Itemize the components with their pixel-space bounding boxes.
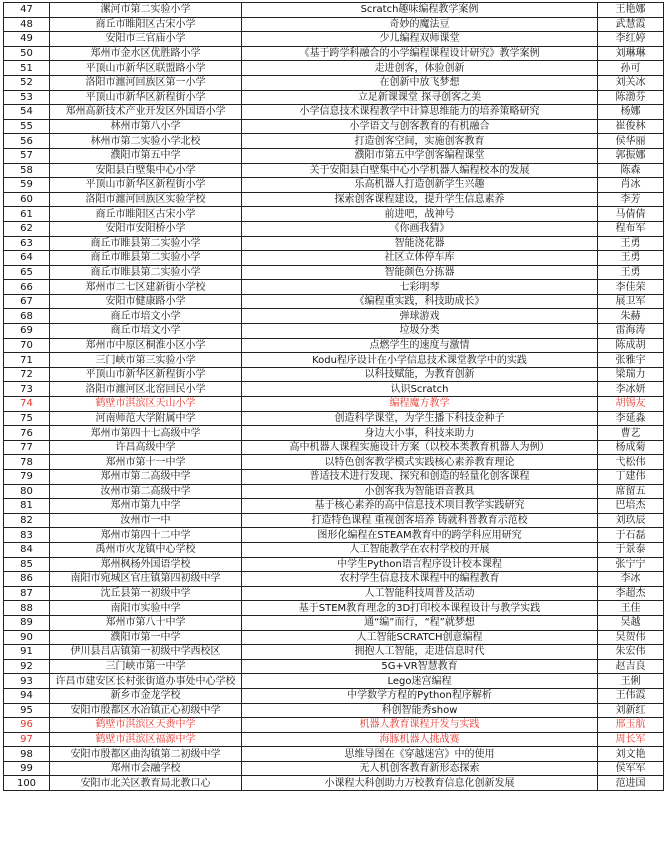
school-name: 安阳市三官庙小学 (50, 32, 242, 47)
school-name: 商丘市睢县第二实验小学 (50, 251, 242, 266)
case-title: 探索创客课程建设，提升学生信息素养 (242, 192, 598, 207)
table-row (4, 61, 664, 76)
case-title: 小学语文与创客教育的有机融合 (242, 119, 598, 134)
school-name: 三门峡市第三实验小学 (50, 353, 242, 368)
case-title: 无人机创客教育新形态探索 (242, 761, 598, 776)
case-title: 《编程重实践，科技助成长》 (242, 294, 598, 309)
row-number: 95 (4, 703, 50, 718)
table-row (4, 761, 664, 776)
table-row (4, 353, 664, 368)
table-row (4, 630, 664, 645)
row-number: 76 (4, 426, 50, 441)
school-name: 洛阳市瀍河区北窑回民小学 (50, 382, 242, 397)
case-title: 以科技赋能，为教育创新 (242, 367, 598, 382)
table-row (4, 134, 664, 149)
page-edge (0, 845, 668, 850)
case-title: 濮阳市第五中学创客编程课堂 (242, 148, 598, 163)
school-name: 平顶山市新华区新程街小学 (50, 90, 242, 105)
school-name: 三门峡市第一中学 (50, 659, 242, 674)
school-name: 郑州市第四十七高级中学 (50, 426, 242, 441)
row-number: 50 (4, 46, 50, 61)
school-name: 安阳县白壁集中心小学 (50, 163, 242, 178)
row-number: 54 (4, 105, 50, 120)
case-title: 基于核心素养的高中信息技术项目教学实践研究 (242, 499, 598, 514)
school-name: 商丘市培文小学 (50, 324, 242, 339)
author-name: 陈成胡 (598, 338, 664, 353)
case-title: Lego迷宫编程 (242, 674, 598, 689)
row-number: 71 (4, 353, 50, 368)
table-row (4, 703, 664, 718)
case-title: 在创新中放飞梦想 (242, 75, 598, 90)
table-row (4, 499, 664, 514)
table-row (4, 688, 664, 703)
school-name: 许昌市建安区长村张街道办事处中心学校 (50, 674, 242, 689)
case-title: 拥抱人工智能，走进信息时代 (242, 645, 598, 660)
author-name: 于石磊 (598, 528, 664, 543)
case-title: 通“编”而行，“程”就梦想 (242, 615, 598, 630)
table-row (4, 426, 664, 441)
row-number: 84 (4, 542, 50, 557)
school-name: 濮阳市第一中学 (50, 630, 242, 645)
author-name: 王勇 (598, 251, 664, 266)
row-number: 86 (4, 572, 50, 587)
table-body (4, 3, 664, 791)
row-number: 69 (4, 324, 50, 339)
author-name: 刘文艳 (598, 747, 664, 762)
case-title: 科创智能秀show (242, 703, 598, 718)
author-name: 李延淼 (598, 411, 664, 426)
author-name: 李芳 (598, 192, 664, 207)
school-name: 商丘市睢阳区古宋小学 (50, 17, 242, 32)
row-number: 88 (4, 601, 50, 616)
school-name: 林州市第二实验小学北校 (50, 134, 242, 149)
case-title: 走进创客，体验创新 (242, 61, 598, 76)
case-title: Kodu程序设计在小学信息技术课堂教学中的实践 (242, 353, 598, 368)
row-number: 94 (4, 688, 50, 703)
school-name: 郑州市第十一中学 (50, 455, 242, 470)
row-number: 57 (4, 148, 50, 163)
author-name: 王佳 (598, 601, 664, 616)
author-name: 李红婷 (598, 32, 664, 47)
table-row (4, 17, 664, 32)
table-row (4, 32, 664, 47)
case-title: 小课程大科创助力万校教育信息化创新发展 (242, 776, 598, 791)
row-number: 96 (4, 718, 50, 733)
author-name: 巴培杰 (598, 499, 664, 514)
row-number: 72 (4, 367, 50, 382)
row-number: 68 (4, 309, 50, 324)
school-name: 商丘市睢县第二实验小学 (50, 265, 242, 280)
author-name: 邢玉航 (598, 718, 664, 733)
row-number: 55 (4, 119, 50, 134)
row-number: 64 (4, 251, 50, 266)
row-number: 99 (4, 761, 50, 776)
table-row (4, 542, 664, 557)
case-title: Scratch趣味编程教学案例 (242, 3, 598, 18)
row-number: 65 (4, 265, 50, 280)
author-name: 杨娜 (598, 105, 664, 120)
table-row (4, 470, 664, 485)
case-title: 身边大小事，科技来助力 (242, 426, 598, 441)
row-number: 80 (4, 484, 50, 499)
case-title: 《基于跨学科融合的小学编程课程设计研究》教学案例 (242, 46, 598, 61)
table-row (4, 484, 664, 499)
case-title: 海豚机器人挑战赛 (242, 732, 598, 747)
school-name: 林州市第八小学 (50, 119, 242, 134)
school-name: 许昌高级中学 (50, 440, 242, 455)
author-name: 侯军军 (598, 761, 664, 776)
table-row (4, 75, 664, 90)
row-number: 49 (4, 32, 50, 47)
row-number: 78 (4, 455, 50, 470)
author-name: 丁建伟 (598, 470, 664, 485)
table-row (4, 294, 664, 309)
school-name: 安阳市安阳桥小学 (50, 221, 242, 236)
author-name: 侯华丽 (598, 134, 664, 149)
table-row (4, 251, 664, 266)
row-number: 82 (4, 513, 50, 528)
school-name: 平顶山市新华区联盟路小学 (50, 61, 242, 76)
row-number: 87 (4, 586, 50, 601)
row-number: 89 (4, 615, 50, 630)
row-number: 63 (4, 236, 50, 251)
row-number: 79 (4, 470, 50, 485)
row-number: 97 (4, 732, 50, 747)
school-name: 禹州市火龙镇中心学校 (50, 542, 242, 557)
row-number: 75 (4, 411, 50, 426)
case-title: 机器人教育课程开发与实践 (242, 718, 598, 733)
school-name: 商丘市培文小学 (50, 309, 242, 324)
table-row (4, 3, 664, 18)
school-name: 平顶山市新华区新程街小学 (50, 367, 242, 382)
school-name: 郑州市金水区优胜路小学 (50, 46, 242, 61)
row-number: 73 (4, 382, 50, 397)
case-title: 思维导图在《穿越迷宫》中的使用 (242, 747, 598, 762)
author-name: 陈渤芬 (598, 90, 664, 105)
case-title: 人工智能SCRATCH创意编程 (242, 630, 598, 645)
author-name: 王勇 (598, 236, 664, 251)
row-number: 52 (4, 75, 50, 90)
author-name: 李冰 (598, 572, 664, 587)
row-number: 92 (4, 659, 50, 674)
table-row (4, 659, 664, 674)
case-title: 5G+VR智慧教育 (242, 659, 598, 674)
row-number: 51 (4, 61, 50, 76)
author-name: 赵吉良 (598, 659, 664, 674)
author-name: 王勇 (598, 265, 664, 280)
table-row (4, 645, 664, 660)
school-name: 汝州市一中 (50, 513, 242, 528)
case-title: 智能颜色分拣器 (242, 265, 598, 280)
case-title: 立足新课课堂 探寻创客之美 (242, 90, 598, 105)
row-number: 98 (4, 747, 50, 762)
table-row (4, 367, 664, 382)
case-title: 基于STEM教育理念的3D打印校本课程设计与教学实践 (242, 601, 598, 616)
table-row (4, 119, 664, 134)
author-name: 梁瑞力 (598, 367, 664, 382)
school-name: 商丘市睢阳区古宋小学 (50, 207, 242, 222)
table-row (4, 148, 664, 163)
row-number: 66 (4, 280, 50, 295)
school-name: 新乡市金龙学校 (50, 688, 242, 703)
table-row (4, 178, 664, 193)
case-title: 点燃学生的速度与激情 (242, 338, 598, 353)
case-title: 小学信息技术课程教学中计算思维能力的培养策略研究 (242, 105, 598, 120)
school-name: 郑州市二七区建新街小学校 (50, 280, 242, 295)
table-row (4, 732, 664, 747)
table-row (4, 513, 664, 528)
case-title: 农村学生信息技术课程中的编程教育 (242, 572, 598, 587)
author-name: 崔俊林 (598, 119, 664, 134)
case-title: 《你画我猜》 (242, 221, 598, 236)
school-name: 安阳市健康路小学 (50, 294, 242, 309)
table-row (4, 90, 664, 105)
school-name: 安阳市殷都区水冶镇正心初级中学 (50, 703, 242, 718)
case-title: 前进吧，战神号 (242, 207, 598, 222)
table-row (4, 207, 664, 222)
case-title: 人工智能科技周普及活动 (242, 586, 598, 601)
table-row (4, 309, 664, 324)
table-row (4, 718, 664, 733)
school-name: 郑州枫杨外国语学校 (50, 557, 242, 572)
case-title: 打造特色课程 重视创客培养 铸就科普教育示范校 (242, 513, 598, 528)
table-row (4, 46, 664, 61)
author-name: 陈森 (598, 163, 664, 178)
case-title: 高中机器人课程实施设计方案（以校本类教育机器人为例） (242, 440, 598, 455)
row-number: 74 (4, 397, 50, 412)
table-row (4, 601, 664, 616)
row-number: 67 (4, 294, 50, 309)
table-row (4, 221, 664, 236)
case-title: 打造创客空间，实施创客教育 (242, 134, 598, 149)
author-name: 张宁宁 (598, 557, 664, 572)
author-name: 李超杰 (598, 586, 664, 601)
school-name: 安阳市北关区教育局北教口心 (50, 776, 242, 791)
table-row (4, 586, 664, 601)
table-row (4, 440, 664, 455)
author-name: 肖冰 (598, 178, 664, 193)
case-title: 小创客我为智能语音教具 (242, 484, 598, 499)
author-name: 程布军 (598, 221, 664, 236)
school-name: 洛阳市瀍河回族区实验学校 (50, 192, 242, 207)
author-name: 胡锡友 (598, 397, 664, 412)
row-number: 93 (4, 674, 50, 689)
row-number: 90 (4, 630, 50, 645)
school-name: 南阳市宛城区官庄镇第四初级中学 (50, 572, 242, 587)
school-name: 商丘市睢县第二实验小学 (50, 236, 242, 251)
row-number: 59 (4, 178, 50, 193)
case-title: 中学生Python语言程序设计校本课程 (242, 557, 598, 572)
case-title: 中学数学方程的Python程序解析 (242, 688, 598, 703)
school-name: 鹤壁市淇滨区天赉中学 (50, 718, 242, 733)
row-number: 47 (4, 3, 50, 18)
row-number: 100 (4, 776, 50, 791)
author-name: 弋松伟 (598, 455, 664, 470)
case-title: 社区立体停车库 (242, 251, 598, 266)
table-row (4, 324, 664, 339)
author-name: 展卫军 (598, 294, 664, 309)
author-name: 刘关冰 (598, 75, 664, 90)
school-name: 郑州市会融学校 (50, 761, 242, 776)
table-row (4, 163, 664, 178)
school-name: 安阳市殷都区曲沟镇第二初级中学 (50, 747, 242, 762)
table-row (4, 280, 664, 295)
author-name: 郭振娜 (598, 148, 664, 163)
author-name: 周长军 (598, 732, 664, 747)
author-name: 刘新红 (598, 703, 664, 718)
author-name: 曹艺 (598, 426, 664, 441)
school-name: 伊川县吕店镇第一初级中学西校区 (50, 645, 242, 660)
author-name: 刘玖辰 (598, 513, 664, 528)
row-number: 62 (4, 221, 50, 236)
school-name: 鹤壁市淇滨区福源中学 (50, 732, 242, 747)
author-name: 王俐 (598, 674, 664, 689)
school-name: 鹤壁市淇滨区天山小学 (50, 397, 242, 412)
case-title: 少儿编程双师课堂 (242, 32, 598, 47)
row-number: 48 (4, 17, 50, 32)
case-title: 图形化编程在STEAM教育中的跨学科应用研究 (242, 528, 598, 543)
case-title: 人工智能教学在农村学校的开展 (242, 542, 598, 557)
school-name: 漯河市第二实验小学 (50, 3, 242, 18)
case-title: 以特色创客教学模式实践核心素养教育理论 (242, 455, 598, 470)
school-name: 郑州高新技术产业开发区外国语小学 (50, 105, 242, 120)
row-number: 83 (4, 528, 50, 543)
case-title: 乐高机器人打造创新学生兴趣 (242, 178, 598, 193)
author-name: 孙可 (598, 61, 664, 76)
row-number: 58 (4, 163, 50, 178)
table-row (4, 105, 664, 120)
author-name: 朱赫 (598, 309, 664, 324)
case-title: 七彩明琴 (242, 280, 598, 295)
case-title: 编程魔方教学 (242, 397, 598, 412)
table-row (4, 615, 664, 630)
school-name: 汝州市第二高级中学 (50, 484, 242, 499)
row-number: 56 (4, 134, 50, 149)
case-title: 智能浇花器 (242, 236, 598, 251)
author-name: 吴越 (598, 615, 664, 630)
award-list-table (3, 2, 664, 791)
table-row (4, 192, 664, 207)
school-name: 平顶山市新华区新程街小学 (50, 178, 242, 193)
row-number: 53 (4, 90, 50, 105)
case-title: 弹球游戏 (242, 309, 598, 324)
table-row (4, 557, 664, 572)
table-row (4, 236, 664, 251)
author-name: 范进国 (598, 776, 664, 791)
school-name: 郑州市第八十中学 (50, 615, 242, 630)
author-name: 马倩倩 (598, 207, 664, 222)
school-name: 郑州市第九中学 (50, 499, 242, 514)
table-row (4, 572, 664, 587)
author-name: 李冰妍 (598, 382, 664, 397)
table-row (4, 382, 664, 397)
school-name: 濮阳市第五中学 (50, 148, 242, 163)
case-title: 垃圾分类 (242, 324, 598, 339)
author-name: 朱宏伟 (598, 645, 664, 660)
author-name: 张雅宇 (598, 353, 664, 368)
school-name: 沈丘县第一初级中学 (50, 586, 242, 601)
table-row (4, 265, 664, 280)
author-name: 吴贺伟 (598, 630, 664, 645)
school-name: 洛阳市瀍河回族区第一小学 (50, 75, 242, 90)
row-number: 81 (4, 499, 50, 514)
school-name: 郑州市第二高级中学 (50, 470, 242, 485)
case-title: 认识Scratch (242, 382, 598, 397)
author-name: 武慧霞 (598, 17, 664, 32)
case-title: 关于安阳县白壁集中心小学机器人编程校本的发展 (242, 163, 598, 178)
row-number: 91 (4, 645, 50, 660)
author-name: 刘琳琳 (598, 46, 664, 61)
school-name: 郑州市第四十二中学 (50, 528, 242, 543)
row-number: 70 (4, 338, 50, 353)
author-name: 王艳娜 (598, 3, 664, 18)
table-row (4, 411, 664, 426)
table-row (4, 674, 664, 689)
author-name: 王伟霞 (598, 688, 664, 703)
case-title: 创造科学课堂，为学生播下科技金种子 (242, 411, 598, 426)
author-name: 杨成菊 (598, 440, 664, 455)
table-row (4, 776, 664, 791)
case-title: 普适技术进行发现、探究和创造的轻量化创客课程 (242, 470, 598, 485)
row-number: 77 (4, 440, 50, 455)
case-title: 奇妙的魔法豆 (242, 17, 598, 32)
school-name: 郑州市中原区桐淮小区小学 (50, 338, 242, 353)
school-name: 南阳市实验中学 (50, 601, 242, 616)
author-name: 于景泰 (598, 542, 664, 557)
row-number: 60 (4, 192, 50, 207)
document-page (3, 2, 664, 791)
author-name: 雷海涛 (598, 324, 664, 339)
table-row (4, 338, 664, 353)
row-number: 61 (4, 207, 50, 222)
table-row (4, 455, 664, 470)
school-name: 河南师范大学附属中学 (50, 411, 242, 426)
table-row (4, 528, 664, 543)
author-name: 李佳荣 (598, 280, 664, 295)
table-row (4, 397, 664, 412)
table-row (4, 747, 664, 762)
author-name: 席留五 (598, 484, 664, 499)
row-number: 85 (4, 557, 50, 572)
